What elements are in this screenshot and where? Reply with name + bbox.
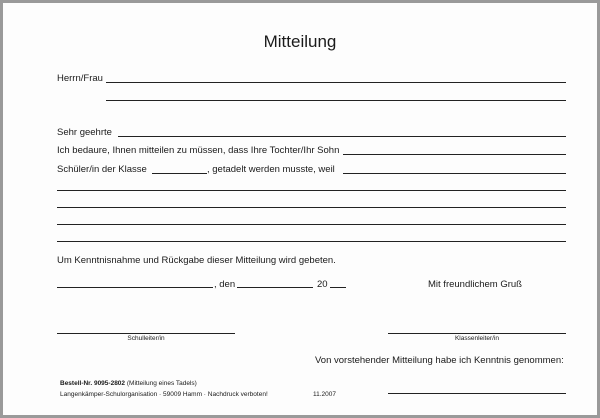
recipient-line-2[interactable] <box>106 100 566 101</box>
form-title: Mitteilung <box>263 32 337 51</box>
reason-line-1[interactable] <box>57 190 566 191</box>
parent-signature-line[interactable] <box>388 393 566 394</box>
salutation-line[interactable] <box>118 136 566 137</box>
school-head-label: Schulleiter/in <box>127 335 165 342</box>
footer-order <box>60 379 197 388</box>
salutation-label: Sehr geehrte <box>57 127 112 138</box>
footer-order-desc: (Mitteilung eines Tadels) <box>126 380 197 387</box>
date-line[interactable] <box>237 287 313 288</box>
class-field-line[interactable] <box>152 173 207 174</box>
class-teacher-label: Klassenleiter/in <box>454 335 500 342</box>
reason-line-4[interactable] <box>57 241 566 242</box>
body-text-1: Ich bedaure, Ihnen mitteilen zu müssen, dass Ihre Tochter/Ihr Sohn <box>57 145 340 156</box>
closing-text: Mit freundlichem Gruß <box>428 279 522 290</box>
reason-line-2[interactable] <box>57 207 566 208</box>
recipient-line-1[interactable] <box>106 82 566 83</box>
class-suffix: , getadelt werden musste, weil <box>207 164 335 175</box>
reason-line-0[interactable] <box>343 173 566 174</box>
class-prefix: Schüler/in der Klasse <box>57 164 147 175</box>
year-line[interactable] <box>330 287 346 288</box>
recipient-label: Herrn/Frau <box>57 73 103 84</box>
form-sheet <box>3 3 597 415</box>
student-name-line[interactable] <box>343 154 566 155</box>
acknowledgement-request: Um Kenntnisnahme und Rückgabe dieser Mitteilung wird gebeten. <box>57 255 336 266</box>
footer-order-no: Bestell-Nr. 9095-2802 <box>60 380 126 387</box>
year-prefix: 20 <box>317 279 328 290</box>
class-teacher-signature-line[interactable] <box>388 333 566 334</box>
school-head-signature-line[interactable] <box>57 333 235 334</box>
footer-publisher: Langenkämper-Schulorganisation · 59009 Hamm · Nachdruck verboten! <box>60 391 268 398</box>
date-den-label: , den <box>214 279 236 290</box>
parent-ack-text: Von vorstehender Mitteilung habe ich Kenntnis genommen: <box>315 355 564 366</box>
place-line[interactable] <box>57 287 213 288</box>
reason-line-3[interactable] <box>57 224 566 225</box>
footer-edition: 11.2007 <box>313 391 337 398</box>
